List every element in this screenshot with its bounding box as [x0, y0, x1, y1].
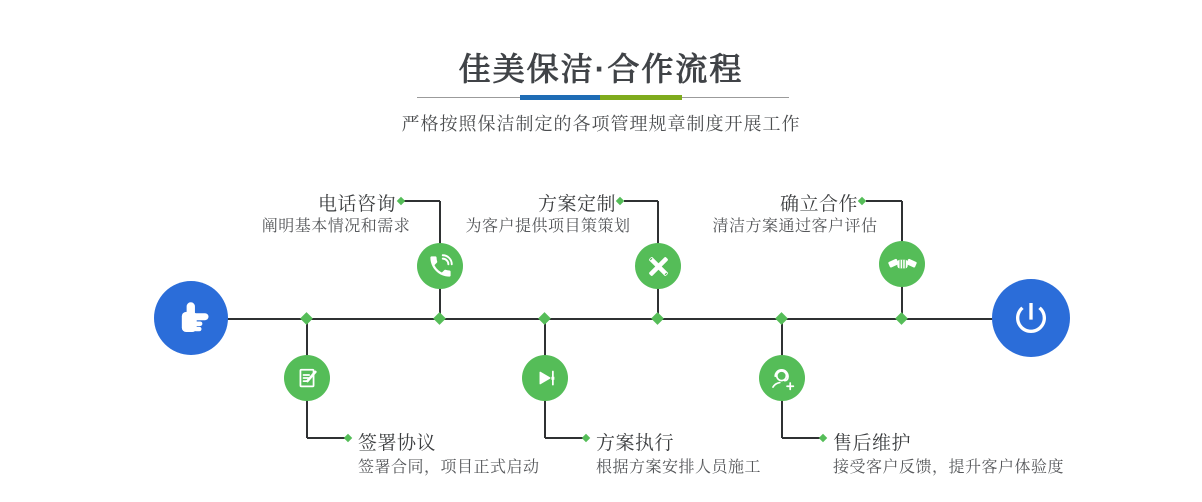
step-desc-sign: 签署合同，项目正式启动 [358, 459, 540, 476]
divider-blue-segment [520, 95, 600, 100]
connector-line [782, 437, 820, 439]
page-subtitle: 严格按照保洁制定的各项管理规章制度开展工作 [401, 114, 801, 134]
divider-green-segment [600, 95, 682, 100]
step-circle-sign [284, 355, 330, 401]
connector-line [545, 437, 583, 439]
pencil-ruler-icon [645, 253, 672, 280]
timeline-node-diamond [651, 312, 664, 325]
timeline-node-diamond [433, 312, 446, 325]
sign-document-icon [293, 364, 321, 392]
step-desc-phone: 阐明基本情况和需求 [261, 218, 411, 235]
step-title-sign: 签署协议 [358, 433, 437, 454]
step-title-phone: 电话咨询 [317, 194, 396, 215]
step-circle-execute [522, 355, 568, 401]
timeline-start-circle [154, 281, 228, 355]
label-bullet-diamond [582, 434, 590, 442]
step-desc-aftersale: 接受客户反馈，提升客户体验度 [833, 459, 1065, 476]
handshake-icon [887, 249, 918, 280]
connector-line [307, 437, 345, 439]
connector-line [404, 200, 440, 202]
timeline-end-circle [992, 279, 1070, 357]
step-circle-phone [417, 243, 463, 289]
step-title-aftersale: 售后维护 [833, 433, 912, 454]
play-slider-icon [531, 364, 559, 392]
step-title-plan: 方案定制 [537, 194, 616, 215]
step-desc-execute: 根据方案安排人员施工 [596, 459, 762, 476]
label-bullet-diamond [858, 197, 866, 205]
timeline-node-diamond [775, 312, 788, 325]
step-circle-cooperate [879, 241, 925, 287]
phone-icon [427, 253, 454, 280]
power-icon [1011, 298, 1051, 338]
label-bullet-diamond [819, 434, 827, 442]
label-bullet-diamond [344, 434, 352, 442]
connector-line [866, 200, 902, 202]
timeline-node-diamond [538, 312, 551, 325]
label-bullet-diamond [397, 197, 405, 205]
timeline-node-diamond [895, 312, 908, 325]
pointing-hand-icon [170, 297, 212, 339]
headset-plus-icon [768, 364, 797, 393]
step-circle-aftersale [759, 355, 805, 401]
step-title-execute: 方案执行 [596, 433, 675, 454]
step-desc-cooperate: 清洁方案通过客户评估 [712, 218, 878, 235]
timeline-node-diamond [300, 312, 313, 325]
label-bullet-diamond [616, 197, 624, 205]
step-title-cooperate: 确立合作 [779, 194, 858, 215]
page-title: 佳美保洁·合作流程 [458, 51, 744, 87]
step-circle-plan [635, 243, 681, 289]
step-desc-plan: 为客户提供项目策策划 [465, 218, 631, 235]
connector-line [624, 200, 658, 202]
